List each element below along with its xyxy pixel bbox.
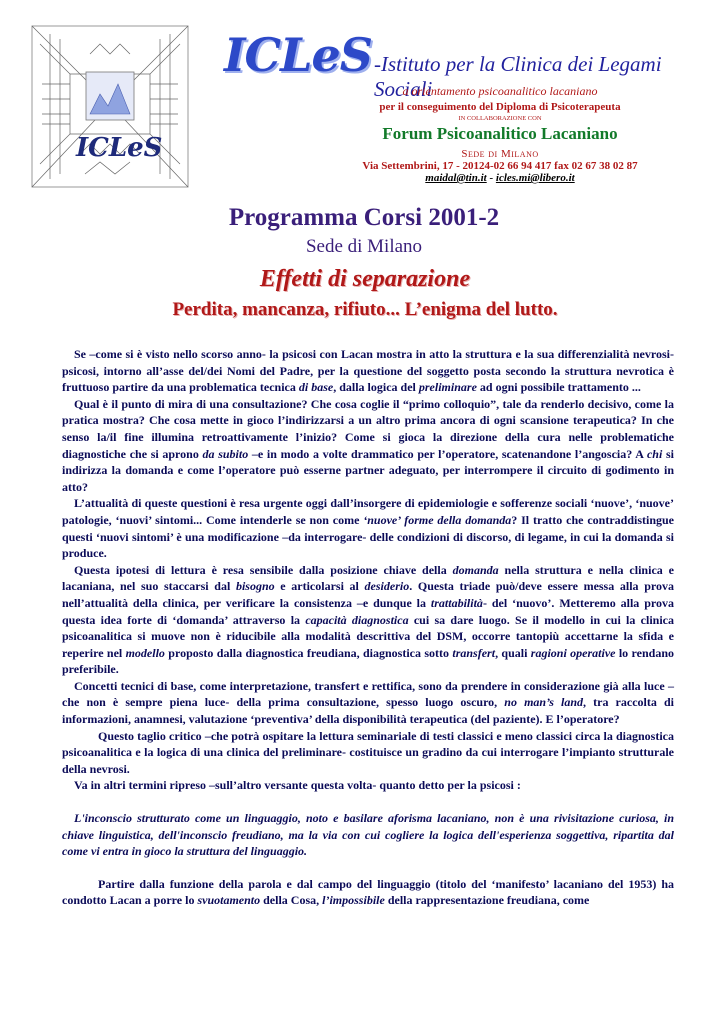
brand-title: ICLeS bbox=[224, 28, 372, 82]
program-subtitle: Sede di Milano bbox=[305, 236, 423, 257]
collaboration-line: IN COLLABORAZIONE CON bbox=[458, 115, 542, 122]
quote-paragraph: L'inconscio strutturato come un linguaggio, noto e basilare aforisma lacaniano, non è una rivisitazione curiosa, in chiave linguistica, dell'inconscio freudiano, ma la via con cui cogliere la logica dell'esperienza soggettiva, ripartita dal come vi entra in gioco la struttura del linguaggio. bbox=[62, 811, 674, 859]
forum-name: Forum Psicoanalitico Lacaniano bbox=[382, 124, 618, 143]
email-link-1[interactable]: maidal@tin.it bbox=[425, 172, 487, 184]
body-text bbox=[62, 346, 674, 909]
logo-text: ICLeS bbox=[76, 133, 163, 163]
paragraph-3: L’attualità di queste questioni è resa urgente oggi dall’insorgere di epidemiologie e sofferenze sociali ‘nuove’, ‘nuove’ patologie, ‘nuovi’ sintomi... Come intenderle se non come ‘nuove’ forme della domanda? Il tratto che contraddistingue questi ‘nuovi sintomi’ è una modificazione –da interrogare- delle condizioni di discorso, di legame, in cui la domanda si produce. bbox=[62, 496, 675, 561]
paragraph-7: Va in altri termini ripreso –sull’altro versante questa volta- quanto detto per la psicosi : bbox=[74, 778, 521, 793]
paragraph-1: Se –come si è visto nello scorso anno- la psicosi con Lacan mostra in atto la struttura e la sua differenzialità nevrosi-psicosi, intorno all’asse del/dei Nomi del Padre, per la questione del soggetto posta secondo la struttura nevrotica è fruttuoso partire da una problematica tecnica di base, dalla logica del preliminare ad ogni possibile trattamento ... bbox=[62, 347, 674, 395]
program-title: Programma Corsi 2001-2 bbox=[228, 204, 500, 231]
paragraph-4: Questa ipotesi di lettura è resa sensibile dalla posizione chiave della domanda nella struttura e nella clinica e lacaniana, nel suo staccarsi dal bisogno e articolarsi al desiderio. Questa triade può/deve essere messa alla prova nell’attualità della clinica, per verificare la consistenza –e dunque la trattabilità- del ‘nuovo’. Metteremo alla prova questa idea forte di ‘domanda’ attraverso la capacità diagnostica cui sa dare luogo. Se il modello in cui la clinica psicoanalitica si muove non è riducibile alla modalità descrittiva del DSM, occorre tantopiù accettarne la sfida e reperire nel modello proposto dalla diagnostica freudiana, diagnostica sotto transfert, quali ragioni operative lo rendano preferibile. bbox=[62, 562, 674, 677]
topic-subtitle: Perdita, mancanza, rifiuto... L’enigma del lutto. bbox=[172, 299, 558, 320]
purpose-line: per il conseguimento del Diploma di Psicoterapeuta bbox=[379, 101, 621, 113]
paragraph-5: Concetti tecnici di base, come interpretazione, transfert e rettifica, sono da prendere in considerazione già alla luce –che non è sempre piena luce- della prima consultazione, spesso luogo oscuro, no man’s land, tra raccolta di informazioni, anamnesi, valutazione ‘preventiva’ della disponibilità terapeutica (del paziente). E l’operatore? bbox=[62, 678, 674, 727]
paragraph-6: Questo taglio critico –che potrà ospitare la lettura seminariale di testi classici e meno classici circa la diagnostica psicoanalitica e la logica di una clinica del preliminare- costituisce un gradino da cui interrogare l’impianto strutturale della nevrosi. bbox=[62, 728, 674, 776]
email-line bbox=[300, 172, 700, 184]
address-line: Via Settembrini, 17 - 20124-02 66 94 417 fax 02 67 38 02 87 bbox=[362, 160, 638, 172]
brand-subtitle: -Istituto per la Clinica dei Legami Sociali bbox=[373, 52, 662, 101]
email-link-2[interactable]: icles.mi@libero.it bbox=[495, 172, 575, 184]
paragraph-8: Partire dalla funzione della parola e dal campo del linguaggio (titolo del ‘manifesto’ lacaniano del 1953) ha condotto Lacan a porre lo svuotamento della Cosa, l’impossibile della rappresentazione freudiana, come bbox=[62, 876, 674, 908]
orientation-line: a orientamento psicoanalitico lacaniano bbox=[402, 84, 598, 98]
topic-title: Effetti di separazione bbox=[259, 266, 471, 292]
institute-logo bbox=[30, 24, 190, 189]
paragraph-2: Qual è il punto di mira di una consultazione? Che cosa coglie il “primo colloquio”, tale da renderlo decisivo, come la pratica mostra? Che cosa mette in gioco l’indirizzarsi a un altro prima ancora di ogni scansione terapeutica? In che senso la/il fine illumina retroattivamente l’inizio? Come si gioca la direzione della cura nelle problematiche diagnostiche che si aprono da subito –e in modo a volte drammatico per l’operatore, scatenandone l’angoscia? A chi si indirizza la domanda e come l’operatore può esserne partner adeguato, per interrompere il circuito di godimento in atto? bbox=[62, 396, 674, 494]
email-separator: - bbox=[486, 172, 496, 184]
sede-line: Sede di Milano bbox=[461, 148, 539, 160]
